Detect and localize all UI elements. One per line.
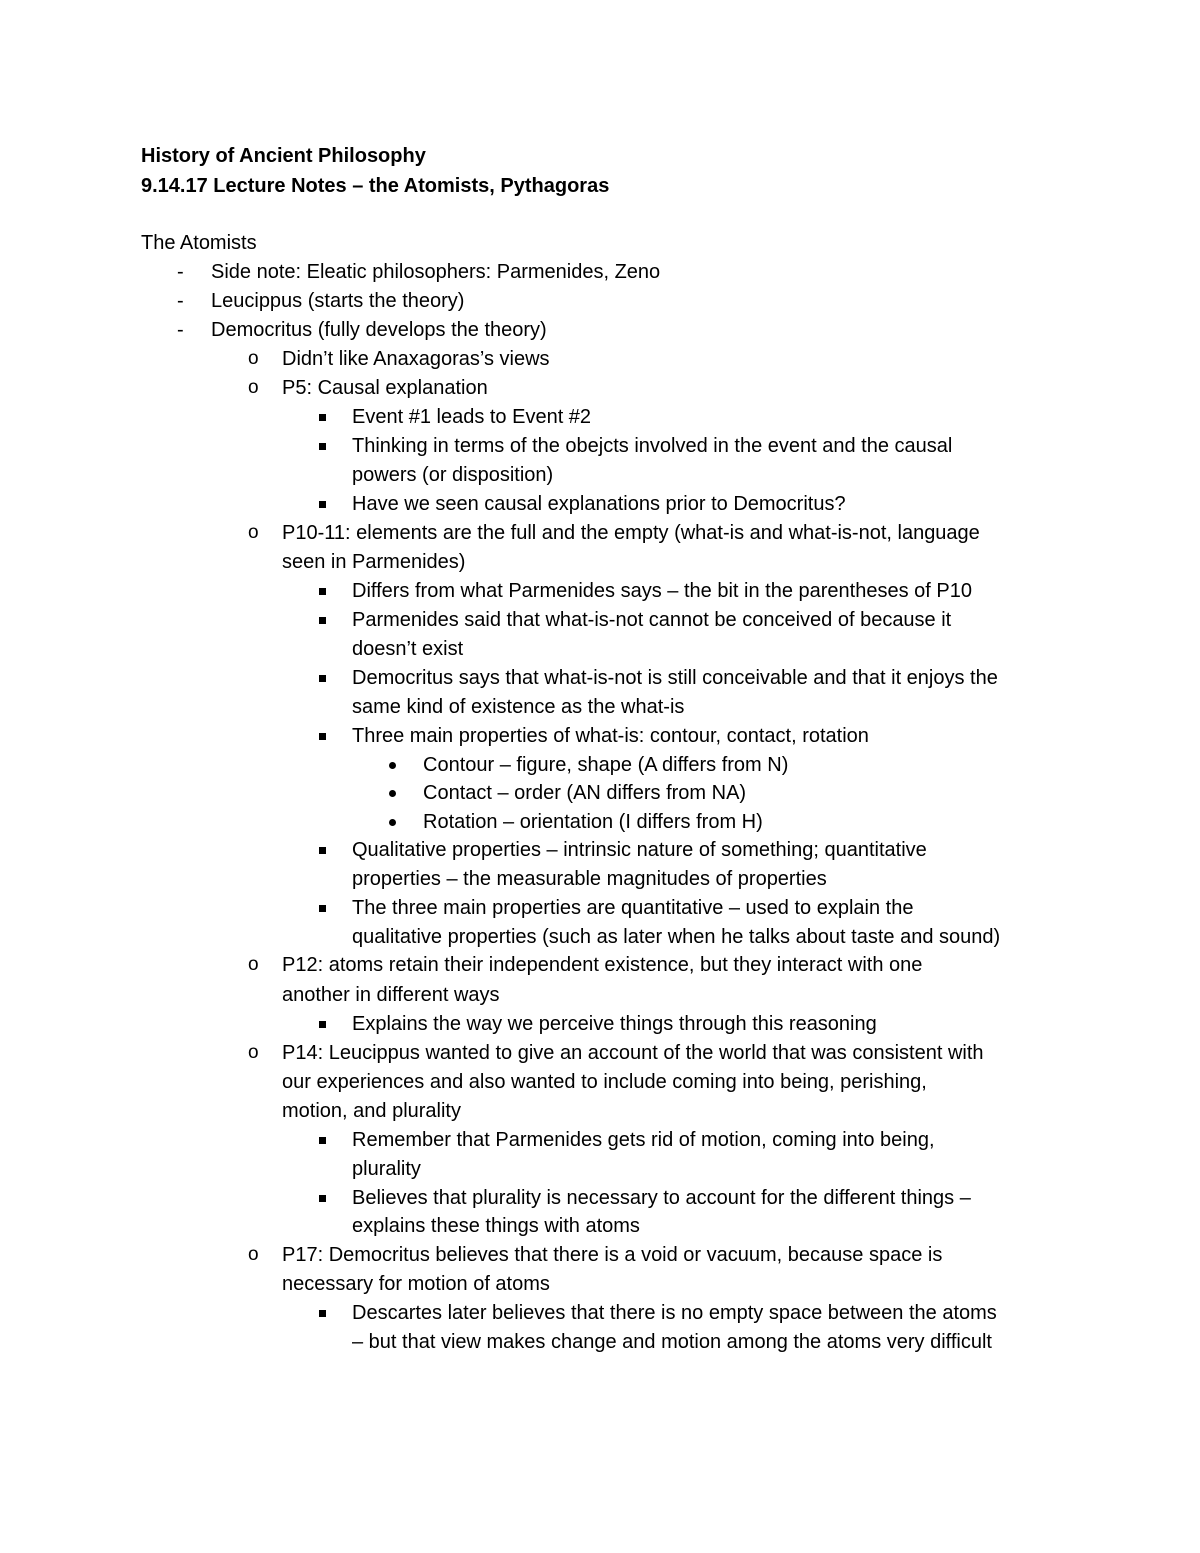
- outline-line: – but that view makes change and motion among the atoms very difficult: [352, 1331, 992, 1353]
- dot-bullet-icon: [389, 790, 396, 797]
- square-bullet-icon: [319, 905, 326, 912]
- square-bullet-icon: [319, 1021, 326, 1028]
- circle-bullet: o: [248, 1042, 259, 1063]
- dash-bullet: -: [177, 290, 184, 312]
- circle-bullet: o: [248, 348, 259, 369]
- square-bullet-icon: [319, 733, 326, 740]
- outline-line: seen in Parmenides): [282, 551, 466, 573]
- outline-line: Leucippus (starts the theory): [211, 290, 465, 312]
- outline-line: Qualitative properties – intrinsic nature of something; quantitative: [352, 839, 927, 861]
- outline-line: Didn’t like Anaxagoras’s views: [282, 348, 550, 370]
- outline-line: same kind of existence as the what-is: [352, 696, 685, 718]
- square-bullet-icon: [319, 1137, 326, 1144]
- outline-line: powers (or disposition): [352, 464, 554, 486]
- outline-line: P12: atoms retain their independent existence, but they interact with one: [282, 954, 923, 976]
- square-bullet-icon: [319, 1195, 326, 1202]
- outline-line: P14: Leucippus wanted to give an account of the world that was consistent with: [282, 1042, 984, 1064]
- circle-bullet: o: [248, 1244, 259, 1265]
- square-bullet-icon: [319, 414, 326, 421]
- outline-line: P10-11: elements are the full and the empty (what-is and what-is-not, language: [282, 522, 980, 544]
- outline-line: our experiences and also wanted to include coming into being, perishing,: [282, 1071, 927, 1093]
- outline-line: doesn’t exist: [352, 638, 464, 660]
- outline-line: Contour – figure, shape (A differs from N): [423, 754, 789, 776]
- outline-line: necessary for motion of atoms: [282, 1273, 550, 1295]
- outline-line: Rotation – orientation (I differs from H): [423, 811, 763, 833]
- outline-line: explains these things with atoms: [352, 1215, 640, 1237]
- dot-bullet-icon: [389, 819, 396, 826]
- square-bullet-icon: [319, 443, 326, 450]
- outline-line: Remember that Parmenides gets rid of motion, coming into being,: [352, 1129, 935, 1151]
- outline-line: Contact – order (AN differs from NA): [423, 782, 747, 804]
- outline-line: another in different ways: [282, 984, 500, 1006]
- document-title: History of Ancient Philosophy: [141, 145, 426, 167]
- square-bullet-icon: [319, 675, 326, 682]
- outline-line: Descartes later believes that there is no empty space between the atoms: [352, 1302, 997, 1324]
- outline-line: Three main properties of what-is: contour, contact, rotation: [352, 725, 869, 747]
- outline-line: qualitative properties (such as later when he talks about taste and sound): [352, 926, 1001, 948]
- dash-bullet: -: [177, 261, 184, 283]
- outline-line: P5: Causal explanation: [282, 377, 488, 399]
- square-bullet-icon: [319, 617, 326, 624]
- outline-line: plurality: [352, 1158, 421, 1180]
- outline-line: Event #1 leads to Event #2: [352, 406, 592, 428]
- outline-line: motion, and plurality: [282, 1100, 461, 1122]
- outline-line: Side note: Eleatic philosophers: Parmenides, Zeno: [211, 261, 661, 283]
- outline-line: Explains the way we perceive things through this reasoning: [352, 1013, 877, 1035]
- section-heading: The Atomists: [141, 232, 257, 254]
- outline-line: Have we seen causal explanations prior to Democritus?: [352, 493, 846, 515]
- dash-bullet: -: [177, 319, 184, 341]
- outline-line: Democritus says that what-is-not is still conceivable and that it enjoys the: [352, 667, 998, 689]
- outline-line: Differs from what Parmenides says – the bit in the parentheses of P10: [352, 580, 972, 602]
- circle-bullet: o: [248, 522, 259, 543]
- document-subtitle: 9.14.17 Lecture Notes – the Atomists, Pythagoras: [141, 175, 610, 197]
- square-bullet-icon: [319, 1310, 326, 1317]
- outline-line: The three main properties are quantitative – used to explain the: [352, 897, 914, 919]
- outline-line: properties – the measurable magnitudes of properties: [352, 868, 827, 890]
- outline-line: P17: Democritus believes that there is a void or vacuum, because space is: [282, 1244, 943, 1266]
- square-bullet-icon: [319, 501, 326, 508]
- square-bullet-icon: [319, 588, 326, 595]
- dot-bullet-icon: [389, 762, 396, 769]
- outline-line: Believes that plurality is necessary to account for the different things –: [352, 1187, 971, 1209]
- circle-bullet: o: [248, 954, 259, 975]
- outline-line: Parmenides said that what-is-not cannot be conceived of because it: [352, 609, 952, 631]
- outline-line: Thinking in terms of the obejcts involved in the event and the causal: [352, 435, 953, 457]
- outline-line: Democritus (fully develops the theory): [211, 319, 547, 341]
- circle-bullet: o: [248, 377, 259, 398]
- square-bullet-icon: [319, 847, 326, 854]
